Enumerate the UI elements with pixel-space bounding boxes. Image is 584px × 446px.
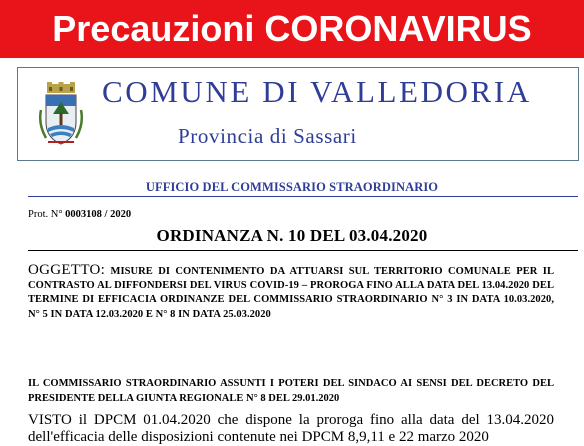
municipality-header (17, 67, 579, 161)
visto-line-1: VISTO il DPCM 01.04.2020 che dispone la proroga fino alla data del 13.04.2020 (28, 412, 554, 428)
municipal-crest-icon (38, 82, 84, 148)
banner-title: Precauzioni CORONAVIRUS (52, 8, 532, 49)
municipality-name: COMUNE DI VALLEDORIA (102, 74, 532, 109)
ordinance-divider (28, 250, 578, 251)
province-name: Provincia di Sassari (178, 124, 357, 148)
subject-paragraph (28, 263, 554, 322)
office-divider (28, 196, 578, 197)
office-heading: UFFICIO DEL COMMISSARIO STRAORDINARIO (145, 180, 439, 194)
visto-line-2: dell'efficacia delle disposizioni contenute nei DPCM 8,9,11 e 22 marzo 2020 (28, 429, 489, 445)
protocol-number (28, 209, 131, 220)
protocol-label: Prot. N° (28, 209, 63, 220)
subject-text: MISURE DI CONTENIMENTO DA ATTUARSI SUL TERRITORIO COMUNALE PER IL CONTRASTO AL DIFFONDERSI DEL VIRUS COVID-19 – PROROGA FINO ALLA DATA DEL 13.04.2020 DEL TERMINE DI EFFICACIA ORDINANZE DEL COMMISSARIO STRAORDINARIO N° 3 IN DATA 10.03.2020, N° 5 IN DATA 12.03.2020 E N° 8 IN DATA 25.03.2020 (28, 266, 554, 320)
protocol-value: 0003108 / 2020 (65, 209, 132, 220)
coronavirus-banner (0, 0, 584, 58)
commissioner-statement: IL COMMISSARIO STRAORDINARIO ASSUNTI I POTERI DEL SINDACO AI SENSI DEL DECRETO DEL PRESIDENTE DELLA GIUNTA REGIONALE N° 8 DEL 29.01.2020 (28, 378, 554, 404)
subject-label: OGGETTO: (28, 262, 106, 278)
ordinance-title: ORDINANZA N. 10 DEL 03.04.2020 (156, 226, 428, 245)
